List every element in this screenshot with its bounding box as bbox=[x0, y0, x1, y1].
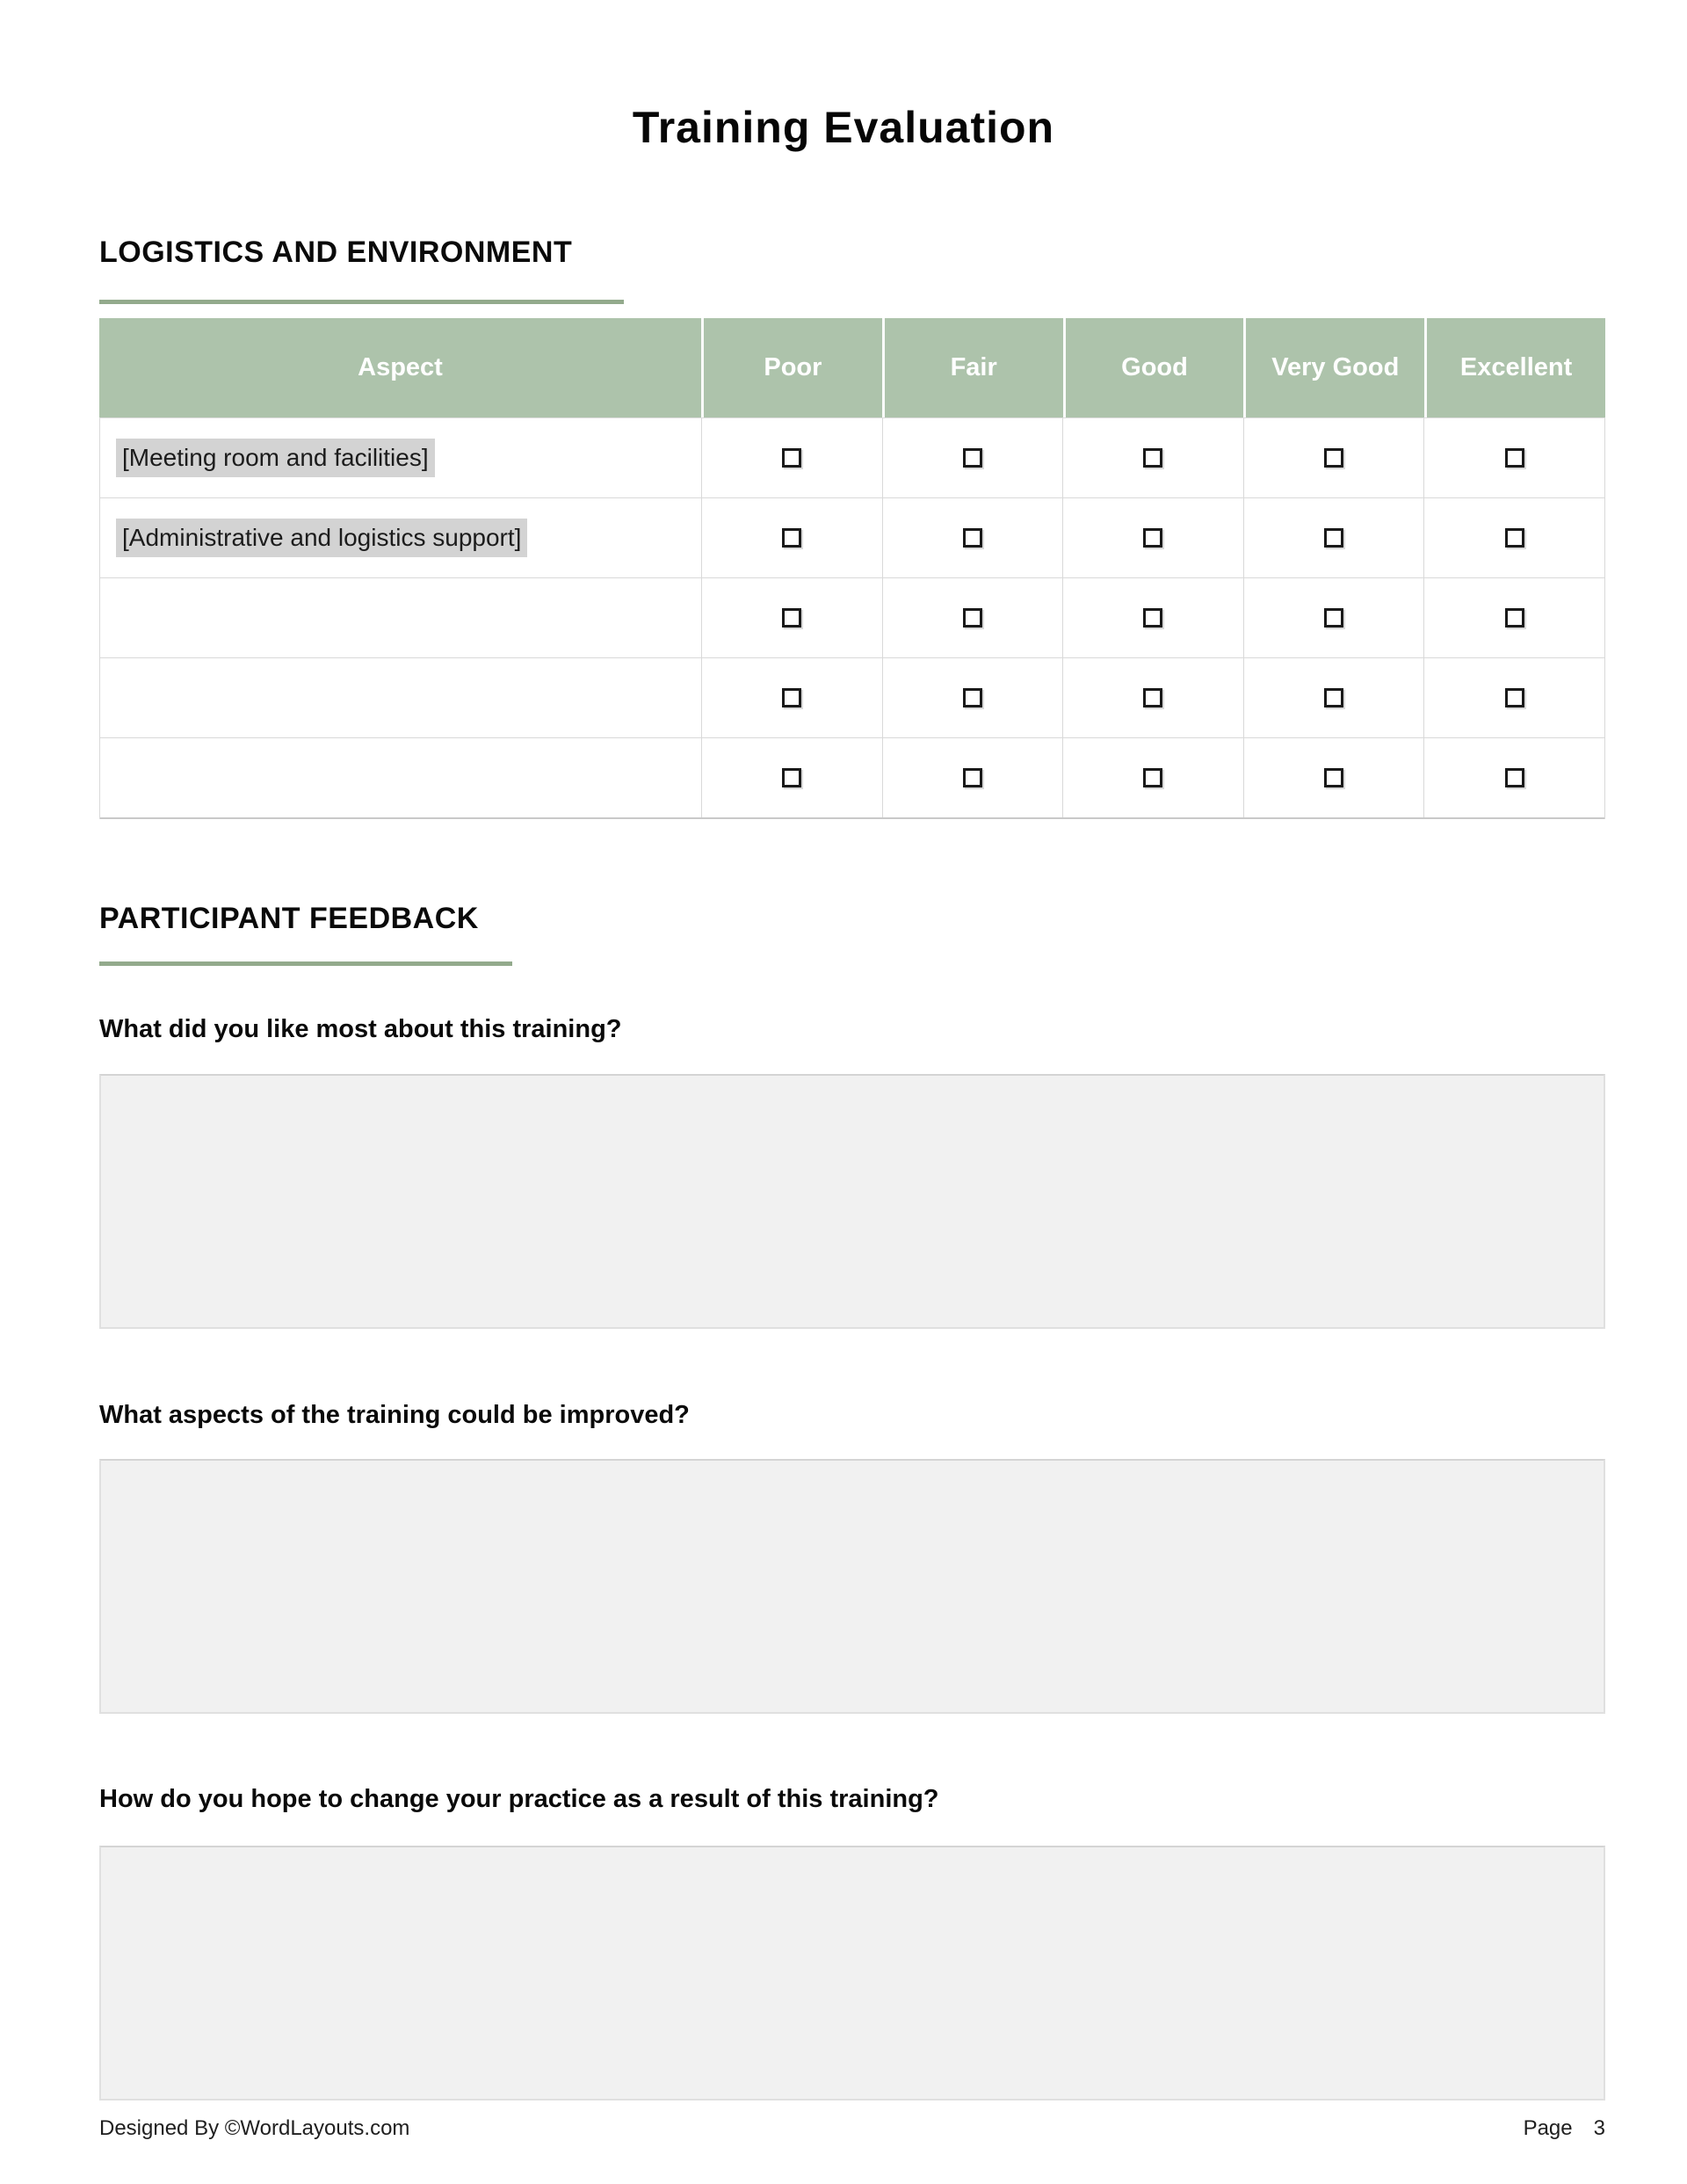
rating-checkbox-icon[interactable] bbox=[963, 528, 982, 548]
rating-cell bbox=[1062, 658, 1243, 737]
column-header-poor: Poor bbox=[701, 318, 882, 417]
rating-cell bbox=[882, 418, 1063, 497]
rating-checkbox-icon[interactable] bbox=[1324, 448, 1343, 468]
table-row bbox=[100, 498, 1604, 578]
aspect-cell-empty[interactable] bbox=[100, 578, 701, 657]
rating-checkbox-icon[interactable] bbox=[1505, 528, 1524, 548]
footer-page-indicator bbox=[1524, 2116, 1605, 2141]
heading-underline-logistics bbox=[99, 300, 624, 304]
page-title: Training Evaluation bbox=[632, 103, 1055, 152]
answer-box-like-most[interactable] bbox=[99, 1074, 1605, 1329]
heading-underline-feedback bbox=[99, 961, 512, 966]
rating-cell bbox=[1423, 738, 1604, 817]
question-improve: What aspects of the training could be improved? bbox=[99, 1401, 690, 1429]
rating-checkbox-icon[interactable] bbox=[1324, 608, 1343, 628]
table-body bbox=[99, 417, 1605, 819]
rating-cell bbox=[882, 738, 1063, 817]
rating-checkbox-icon[interactable] bbox=[1505, 688, 1524, 707]
rating-checkbox-icon[interactable] bbox=[782, 528, 801, 548]
column-header-excellent: Excellent bbox=[1424, 318, 1605, 417]
answer-box-improve[interactable] bbox=[99, 1459, 1605, 1714]
rating-checkbox-icon[interactable] bbox=[1505, 608, 1524, 628]
rating-checkbox-icon[interactable] bbox=[1324, 688, 1343, 707]
table-row bbox=[100, 658, 1604, 738]
rating-cell bbox=[882, 498, 1063, 577]
rating-cell bbox=[1062, 498, 1243, 577]
logistics-rating-table bbox=[99, 318, 1605, 819]
rating-checkbox-icon[interactable] bbox=[963, 688, 982, 707]
rating-cell bbox=[1243, 498, 1424, 577]
rating-cell bbox=[701, 578, 882, 657]
rating-checkbox-icon[interactable] bbox=[963, 608, 982, 628]
question-change-practice: How do you hope to change your practice as a result of this training? bbox=[99, 1785, 939, 1813]
rating-cell bbox=[1062, 738, 1243, 817]
column-header-fair: Fair bbox=[882, 318, 1063, 417]
rating-checkbox-icon[interactable] bbox=[1143, 528, 1162, 548]
column-header-good: Good bbox=[1063, 318, 1244, 417]
rating-cell bbox=[1062, 418, 1243, 497]
aspect-placeholder-text[interactable]: [Administrative and logistics support] bbox=[116, 519, 527, 557]
aspect-cell-empty[interactable] bbox=[100, 738, 701, 817]
rating-checkbox-icon[interactable] bbox=[1324, 768, 1343, 787]
aspect-cell bbox=[100, 498, 701, 577]
rating-cell bbox=[1243, 578, 1424, 657]
aspect-placeholder-text[interactable]: [Meeting room and facilities] bbox=[116, 439, 435, 477]
table-row bbox=[100, 578, 1604, 658]
rating-cell bbox=[701, 658, 882, 737]
rating-cell bbox=[1062, 578, 1243, 657]
rating-cell bbox=[701, 738, 882, 817]
table-row bbox=[100, 418, 1604, 498]
rating-checkbox-icon[interactable] bbox=[782, 768, 801, 787]
rating-cell bbox=[1423, 658, 1604, 737]
rating-cell bbox=[1423, 418, 1604, 497]
rating-cell bbox=[701, 418, 882, 497]
rating-checkbox-icon[interactable] bbox=[1143, 688, 1162, 707]
rating-checkbox-icon[interactable] bbox=[1143, 448, 1162, 468]
table-header-row bbox=[99, 318, 1605, 417]
rating-checkbox-icon[interactable] bbox=[963, 448, 982, 468]
footer-page-label: Page bbox=[1523, 2116, 1573, 2140]
rating-cell bbox=[1243, 658, 1424, 737]
table-row bbox=[100, 738, 1604, 819]
column-header-aspect: Aspect bbox=[358, 353, 443, 381]
section-heading-feedback: PARTICIPANT FEEDBACK bbox=[99, 902, 479, 935]
aspect-cell bbox=[100, 418, 701, 497]
rating-cell bbox=[1243, 418, 1424, 497]
rating-checkbox-icon[interactable] bbox=[1505, 768, 1524, 787]
rating-checkbox-icon[interactable] bbox=[963, 768, 982, 787]
aspect-cell-empty[interactable] bbox=[100, 658, 701, 737]
column-header-very-good: Very Good bbox=[1243, 318, 1424, 417]
footer-page-number: 3 bbox=[1593, 2116, 1605, 2140]
page-footer bbox=[99, 2116, 1605, 2141]
rating-cell bbox=[882, 578, 1063, 657]
question-like-most: What did you like most about this training? bbox=[99, 1015, 622, 1043]
answer-box-change-practice[interactable] bbox=[99, 1846, 1605, 2101]
rating-checkbox-icon[interactable] bbox=[782, 448, 801, 468]
rating-cell bbox=[1243, 738, 1424, 817]
rating-checkbox-icon[interactable] bbox=[1505, 448, 1524, 468]
rating-checkbox-icon[interactable] bbox=[1143, 768, 1162, 787]
rating-cell bbox=[1423, 498, 1604, 577]
rating-checkbox-icon[interactable] bbox=[782, 608, 801, 628]
rating-checkbox-icon[interactable] bbox=[782, 688, 801, 707]
footer-credit: Designed By ©WordLayouts.com bbox=[99, 2116, 410, 2140]
rating-cell bbox=[701, 498, 882, 577]
rating-cell bbox=[1423, 578, 1604, 657]
section-heading-logistics: LOGISTICS AND ENVIRONMENT bbox=[99, 236, 573, 269]
rating-cell bbox=[882, 658, 1063, 737]
rating-checkbox-icon[interactable] bbox=[1143, 608, 1162, 628]
rating-checkbox-icon[interactable] bbox=[1324, 528, 1343, 548]
